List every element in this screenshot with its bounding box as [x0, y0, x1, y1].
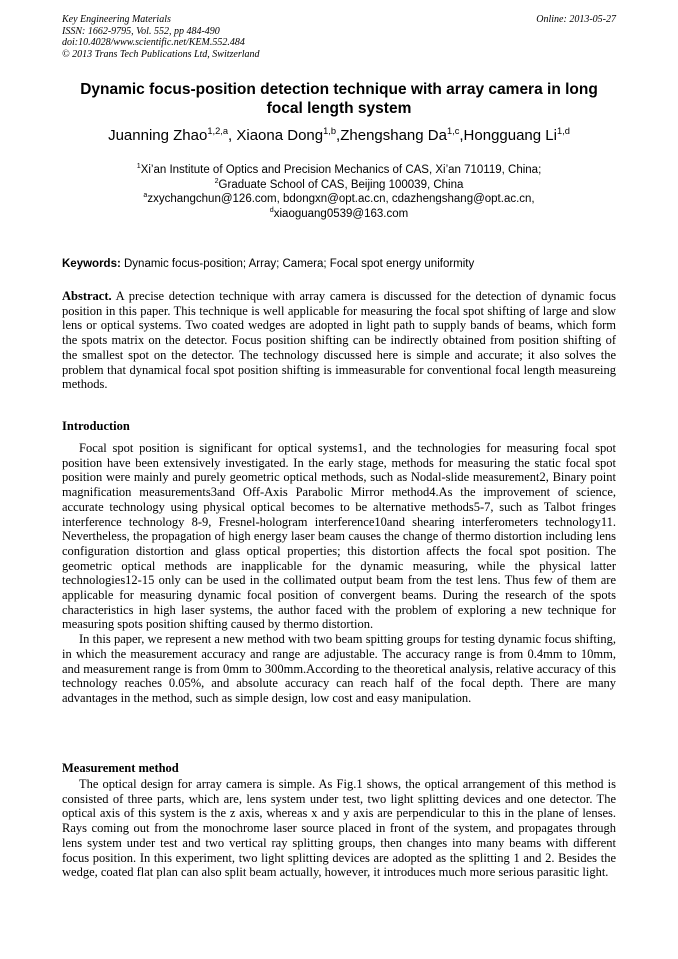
- paragraph: Focal spot position is significant for optical systems1, and the technologies for measuring focal spot position have been extensively investigated. In the early stage, methods for measuring the static focal spot position were mainly and purely geometric optical methods, such as Nodal-slide measurement2, Binary point magnification measurements3and Off-Axis Parabolic Mirror method4.As the improvement of science, accurate technology using physical optical becomes to be alternative methods5-7, such as Talbot fringes interference technology 8-9, Fresnel-hologram interference10and shearing interferometers technology11. Nevertheless, the propagation of high energy laser beam causes the change of thermo distortion including lens configuration distortion and glass optical properties; this distortion affects the focal spot position. The geometric optical methods are inapplicable for the dynamic measuring, while the physical latter technologies12-15 only can be used in the collimated output beam from the test lens. Thus few of them are applicable for measuring dynamic focal position of convergent beams. During the research of the spots characteristics in high laser systems, the author faced with the problem of exploring a new technique for measuring spots position shifting caused by thermo distortion.: [62, 441, 616, 632]
- doi-line: doi:10.4028/www.scientific.net/KEM.552.484: [62, 37, 245, 48]
- journal-name: Key Engineering Materials: [62, 14, 171, 25]
- email-sup: a: [143, 191, 148, 200]
- abstract-text: A precise detection technique with array camera is discussed for the detection of dynamic focus position in this paper. This technique is well applicable for measuring the focal spot shifting of large and slow lens or optical systems. Two coated wedges are adopted in light path to supply bands of beams, which form the spots matrix on the detector. Focus position shifting can be indirectly obtained from position shifting of the smallest spot on the detector. The technology discussed here is simple and accurate; it also solves the problem that dynamical focal spot position shifting is immeasurable for conventional focal length measureing methods.: [62, 289, 617, 392]
- author-sup: 1,d: [556, 126, 570, 136]
- affiliations: [62, 163, 616, 221]
- issn-line: ISSN: 1662-9795, Vol. 552, pp 484-490: [62, 25, 220, 37]
- journal-header: [62, 14, 260, 60]
- paragraph: The optical design for array camera is simple. As Fig.1 shows, the optical arrangement of this method is consisted of three parts, which are, lens system under test, two light splitting devices and one detector. The optical axis of this system is the z axis, whereas x and y axis are perpendicular to this in the plane of lenses. Rays coming out from the monochrome laser source placed in front of the system, and propagates through lens system under test and two vertical ray splitting groups, then changes into many beams with different focus position. In this experiment, two light splitting devices are adopted as the splitting 1 and 2. Besides the wedge, coated flat plan can also split beam actually, however, it introduces much more serious parasitic light.: [62, 777, 616, 880]
- author-name: Zhengshang Da: [340, 127, 447, 144]
- author-list: Juanning Zhao$^{1,2,a}$, Xiaona Dong$^{1,b}$,Zhengshang Da$^{1,c}$,Hongguang Li$^{1,d}$: [108, 126, 570, 144]
- email-line: [62, 207, 616, 222]
- section-heading-introduction: Introduction: [62, 419, 130, 433]
- author-sup: 1,b: [323, 126, 337, 136]
- email-sup: d: [269, 205, 274, 214]
- keywords-text: Dynamic focus-position; Array; Camera; Focal spot energy uniformity: [124, 258, 475, 270]
- author-name: Juanning Zhao: [108, 127, 208, 144]
- author-name: Xiaona Dong: [236, 127, 324, 144]
- affiliation-line: [62, 178, 616, 193]
- copyright-line: © 2013 Trans Tech Publications Ltd, Switzerland: [62, 48, 260, 60]
- email-line: [62, 192, 616, 207]
- affiliation-sup: 1: [136, 162, 141, 171]
- keywords: [62, 257, 616, 271]
- introduction-body: [62, 441, 616, 706]
- section-heading-measurement: Measurement method: [62, 761, 179, 775]
- paragraph: In this paper, we represent a new method with two beam spitting groups for testing dynamic focus shifting, in which the measurement accuracy and range are adjustable. The accuracy range is from 0.4mm to 10mm, and measurement range is from 0mm to 300mm.According to the theoretical analysis, relative accuracy of this technology reaches 0.05%, and absolute accuracy can reach half of the focal depth. There are many advantages in the method, such as simple design, low cost and easy manipulation.: [62, 632, 616, 705]
- affiliation-text: Xi’an Institute of Optics and Precision Mechanics of CAS, Xi’an 710119, China;: [140, 164, 542, 176]
- email-text: zxychangchun@126.com, bdongxn@opt.ac.cn, cdazhengshang@opt.ac.cn,: [147, 193, 535, 205]
- affiliation-sup: 2: [214, 176, 219, 185]
- author-name: Hongguang Li: [463, 127, 557, 144]
- affiliation-text: Graduate School of CAS, Beijing 100039, China: [218, 178, 464, 191]
- keywords-label: Keywords:: [62, 258, 121, 270]
- measurement-body: [62, 777, 616, 880]
- author-sup: 1,2,a: [207, 126, 229, 136]
- email-text: xiaoguang0539@163.com: [273, 207, 409, 220]
- affiliation-line: [62, 163, 616, 178]
- abstract: [62, 289, 616, 392]
- paper-title: Dynamic focus-position detection technique with array camera in long focal length system: [80, 81, 598, 117]
- author-sup: 1,c: [446, 126, 460, 136]
- online-date: Online: 2013-05-27: [536, 14, 616, 25]
- abstract-label: Abstract.: [62, 289, 112, 303]
